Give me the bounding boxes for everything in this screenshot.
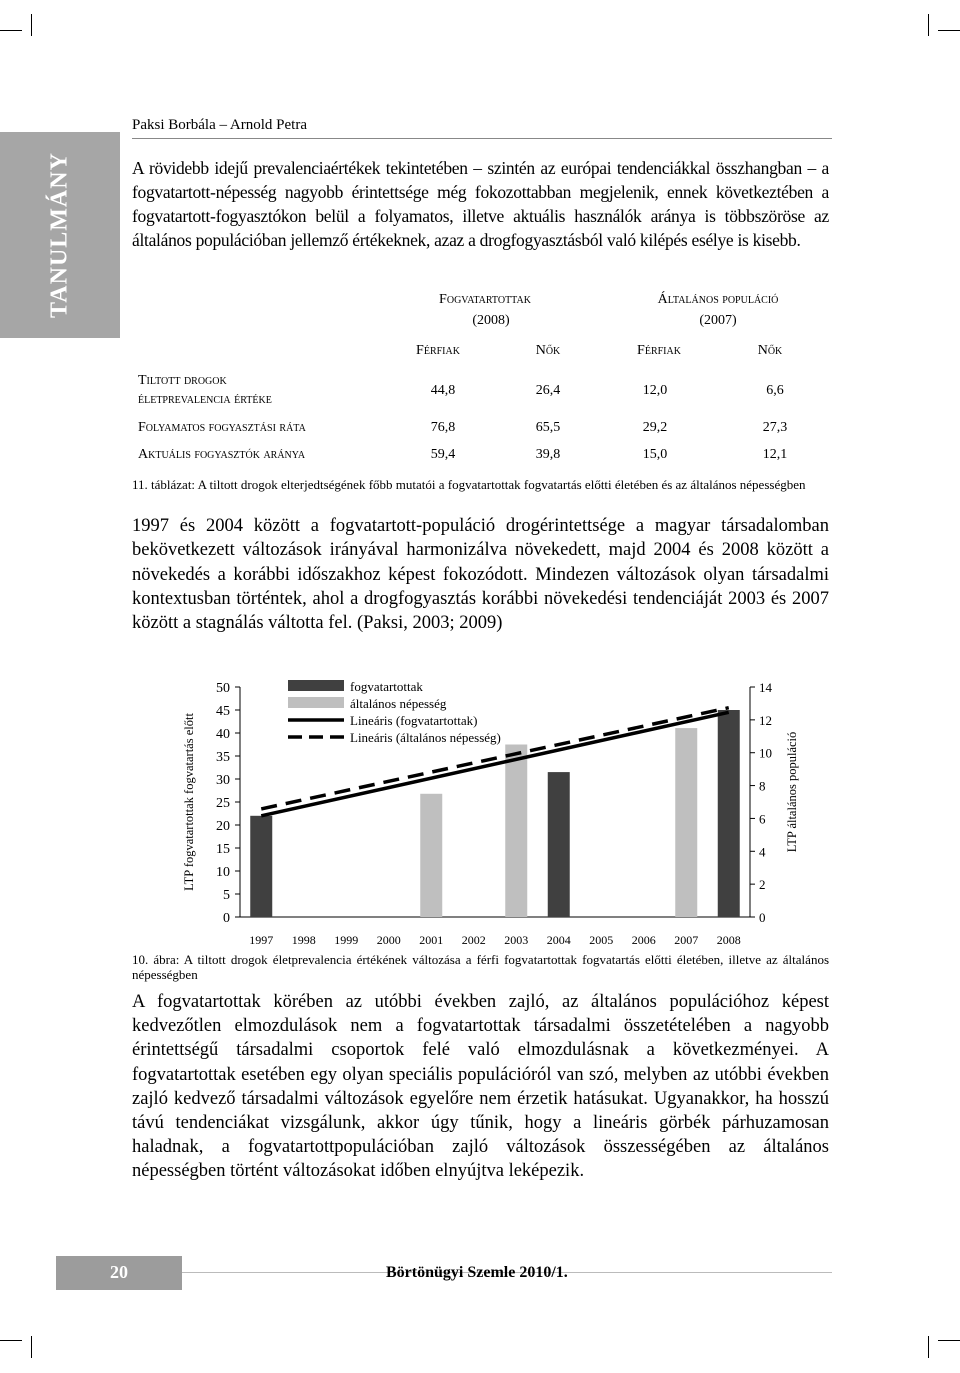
section-tab	[0, 132, 120, 338]
legend-swatch	[288, 697, 344, 708]
x-tick-label: 2001	[419, 933, 444, 947]
table-col-header: Nők	[535, 343, 561, 358]
x-tick-label: 2004	[546, 933, 571, 947]
figure-caption: 10. ábra: A tiltott drogok életprevalencia értékének változása a férfi fogvatartottak fogvatartás előtti életében, illetve az általános népességben	[132, 952, 829, 982]
paragraph-3: A fogvatartottak körében az utóbbi években zajló, az általános populációhoz képest kedvezőtlen elmozdulások nem a fogvatartottak társadalmi összetételében a nagyobb érintettségű társadalmi csoportok felé való elmozdulásnak a következményei. A fogvatartottak esetében egy olyan speciális populációról van szó, melyben az utóbbi években zajló kedvező társadalmi változások egyelőre nem érzetik hatásukat. Ugyanakkor, ha hosszú távú tendenciákat vizsgálunk, akkor úgy tűnik, hogy a lineáris görbék párhuzamosan haladnak, a fogvatartottpopulációban zajló változások összességében az általános népességben történt változásokat időben elnyújtva leképezik.	[132, 992, 829, 1182]
legend-label: Lineáris (fogvatartottak)	[350, 713, 478, 728]
table-cell: 65,5	[535, 420, 561, 435]
y-tick-label: 35	[216, 750, 230, 765]
x-tick-label: 2008	[716, 933, 741, 947]
page-number: 20	[110, 1262, 128, 1282]
crop-mark	[928, 14, 929, 36]
table-group-header: Általános populáció	[657, 292, 779, 307]
y-tick-label: 20	[216, 819, 230, 834]
legend-swatch	[288, 680, 344, 691]
y-tick-label: 10	[216, 865, 230, 880]
y-tick-label: 30	[216, 773, 230, 788]
bar-altalanos	[675, 728, 697, 917]
running-header-author: Paksi Borbála – Arnold Petra	[132, 117, 307, 133]
legend-label: általános népesség	[350, 696, 447, 711]
page-number-box	[56, 1256, 182, 1290]
y-tick-label: 50	[216, 681, 230, 696]
y-tick-label: 0	[223, 911, 230, 926]
table-cell: 59,4	[430, 447, 456, 462]
y-tick-label: 25	[216, 796, 230, 811]
x-tick-label: 2007	[674, 933, 699, 947]
table-caption: 11. táblázat: A tiltott drogok elterjedtségének főbb mutatói a fogvatartottak fogvatartás előtti életében és az általános népességben	[132, 477, 806, 492]
table-row-label: Folyamatos fogyasztási ráta	[138, 420, 306, 435]
table-group-header: Fogvatartottak	[439, 292, 531, 307]
x-tick-label: 1997	[249, 933, 274, 947]
y2-tick-label: 10	[759, 745, 772, 761]
table-cell: 12,0	[642, 383, 668, 398]
table-row-label: Tiltott drogok	[138, 373, 227, 388]
crop-mark	[0, 30, 22, 31]
legend-label: fogvatartottak	[350, 679, 423, 694]
y2-tick-label: 14	[759, 680, 772, 695]
table-group-year: (2008)	[472, 313, 510, 328]
bar-altalanos	[505, 745, 527, 918]
x-tick-label: 1999	[334, 933, 359, 947]
table-cell: 15,0	[642, 447, 668, 462]
x-tick-label: 2003	[504, 933, 529, 947]
y-axis-title: LTP fogvatartottak fogvatartás előtt	[182, 713, 196, 891]
table-cell: 76,8	[430, 420, 456, 435]
chart	[170, 672, 830, 957]
journal-title: Börtönügyi Szemle 2010/1.	[386, 1264, 568, 1281]
x-tick-label: 1998	[291, 933, 316, 947]
table-row-label: életprevalencia értéke	[138, 392, 272, 407]
crop-mark	[0, 1340, 22, 1341]
y2-tick-label: 8	[759, 778, 766, 794]
table-col-header: Férfiak	[637, 343, 681, 358]
crop-mark	[31, 1336, 32, 1358]
bar-altalanos	[420, 794, 442, 917]
y-tick-label: 45	[216, 704, 230, 719]
crop-mark	[928, 1336, 929, 1358]
crop-mark	[31, 14, 32, 36]
table-cell: 6,6	[766, 383, 784, 398]
table-group-year: (2007)	[699, 313, 737, 328]
trend-line-altalanos	[261, 708, 729, 809]
y-tick-label: 15	[216, 842, 230, 857]
y2-tick-label: 12	[759, 712, 772, 728]
table-row-label: Aktuális fogyasztók aránya	[138, 447, 306, 462]
table-col-header: Nők	[757, 343, 783, 358]
x-tick-label: 2005	[589, 933, 614, 947]
paragraph-1: A rövidebb idejű prevalenciaértékek tekintetében – szintén az európai tendenciákkal összhangban – a fogvatartott-népesség nagyobb érintettsége még fokozottabban megjelenik, ennek következtében a fogvatartott-fogyasztókon belül a folyamatos, illetve aktuális használók aránya is többszöröse az általános populációban jellemző értékeknek, azaz a drogfogyasztásból való kilépés esélye is kisebb.	[132, 158, 829, 250]
x-tick-label: 2000	[376, 933, 401, 947]
y-tick-label: 40	[216, 727, 230, 742]
y-tick-label: 5	[223, 888, 230, 903]
trend-line-fogvatartottak	[261, 712, 729, 816]
crop-mark	[938, 30, 960, 31]
bar-fogvatartottak	[548, 772, 570, 917]
y2-axis-title: LTP általános populáció	[785, 731, 799, 853]
bar-fogvatartottak	[250, 816, 272, 917]
x-tick-label: 2006	[631, 933, 656, 947]
y2-tick-label: 4	[759, 844, 766, 860]
table-cell: 44,8	[430, 383, 456, 398]
bar-fogvatartottak	[718, 710, 740, 917]
table-col-header: Férfiak	[416, 343, 460, 358]
section-tab-label: TANULMÁNY	[46, 152, 73, 318]
table-cell: 27,3	[762, 420, 788, 435]
legend-label: Lineáris (általános népesség)	[350, 730, 501, 745]
y2-tick-label: 0	[759, 910, 766, 925]
x-tick-label: 2002	[461, 933, 486, 947]
header-rule	[132, 138, 832, 139]
paragraph-2: 1997 és 2004 között a fogvatartott-populáció drogérintettsége a magyar társadalomban bekövetkezett változások irányával harmonizálva növekedett, majd 2004 és 2008 között a növekedés a korábbi időszakhoz képest fokozódott. Mindezen változások olyan társadalmi kontextusban történtek, ahol a drogfogyasztás korábbi növekedési tendenciáját 2003 és 2007 között a stagnálás váltotta fel. (Paksi, 2003; 2009)	[132, 516, 829, 634]
table-cell: 39,8	[535, 447, 561, 462]
crop-mark	[938, 1340, 960, 1341]
table-cell: 26,4	[535, 383, 561, 398]
table-cell: 29,2	[642, 420, 668, 435]
y2-tick-label: 6	[759, 811, 766, 827]
y2-tick-label: 2	[759, 877, 766, 893]
table-cell: 12,1	[762, 447, 788, 462]
